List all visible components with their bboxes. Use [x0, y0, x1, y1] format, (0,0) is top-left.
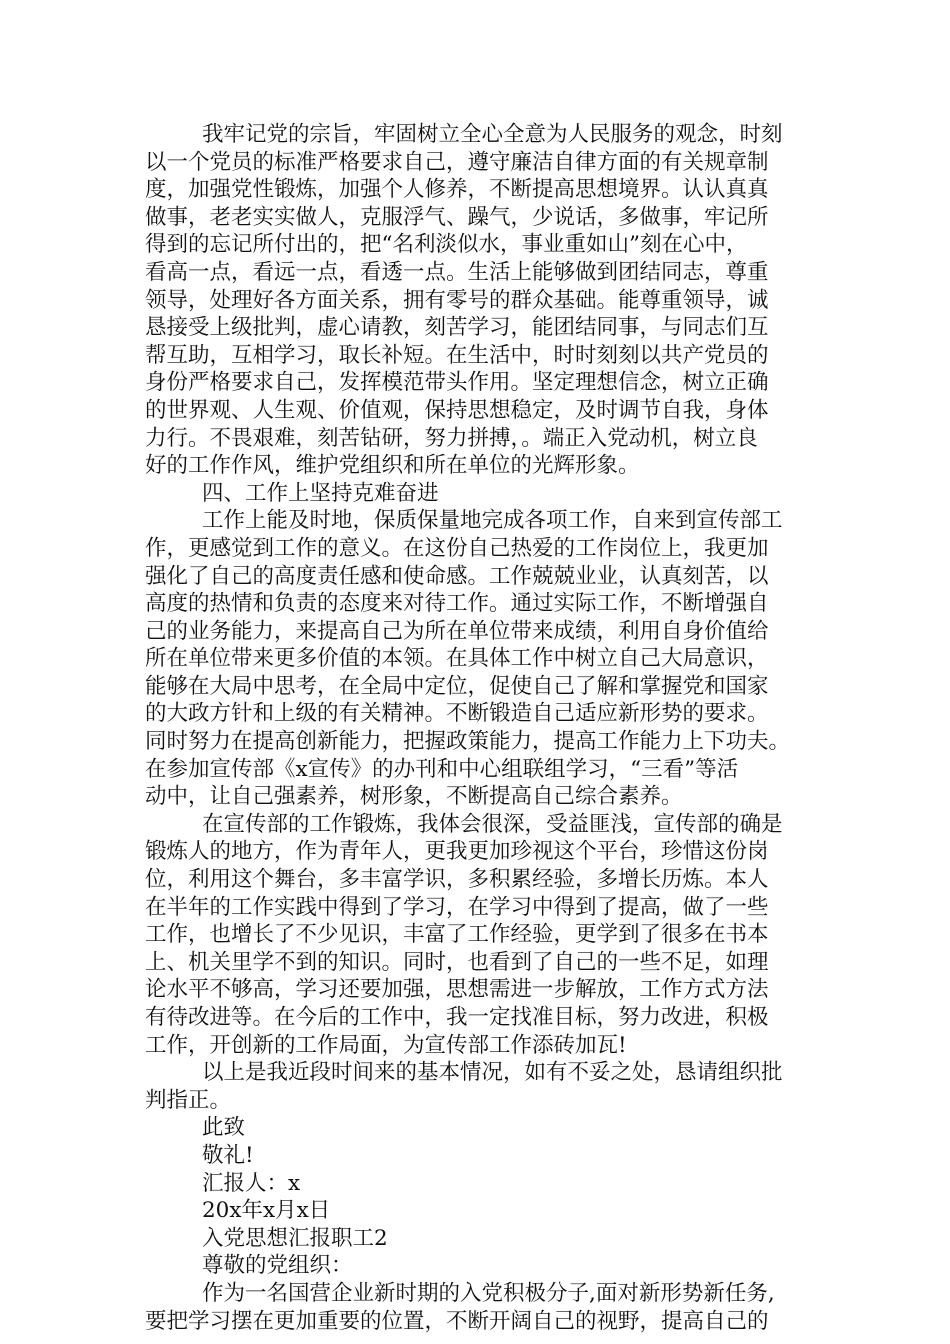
text-line: 敬礼! — [202, 1142, 254, 1168]
text-line: 我牢记党的宗旨，牢固树立全心全意为人民服务的观念，时刻 — [202, 122, 783, 147]
text-line: 领导，处理好各方面关系，拥有零号的群众基础。能尊重领导，诚 — [145, 287, 769, 313]
text-line: 入党思想汇报职工2 — [202, 1225, 388, 1251]
text-line: 论水平不够高，学习还要加强，思想需进一步解放，工作方式方法 — [145, 977, 769, 1003]
text-line: 度，加强党性锻炼，加强个人修养，不断提高思想境界。认认真真 — [145, 177, 769, 203]
text-line: 所在单位带来更多价值的本领。在具体工作中树立自己大局意识， — [145, 646, 769, 672]
text-line: 在宣传部的工作锻炼，我体会很深，受益匪浅，宣传部的确是 — [202, 811, 783, 837]
text-line: 能够在大局中思考，在全局中定位，促使自己了解和掌握党和国家 — [145, 673, 769, 699]
text-line: 的世界观、人生观、价值观，保持思想稳定，及时调节自我，身体 — [145, 397, 769, 423]
text-line: 得到的忘记所付出的，把“名利淡似水，事业重如山”刻在心中， — [145, 232, 748, 258]
text-line: 判指正。 — [145, 1087, 232, 1113]
text-line: 的大政方针和上级的有关精神。不断锻造自己适应新形势的要求。 — [145, 701, 769, 727]
text-line: 恳接受上级批判，虚心请教，刻苦学习，能团结同事，与同志们互 — [145, 315, 769, 341]
text-line: 做事，老老实实做人，克服浮气、躁气，少说话，多做事，牢记所 — [145, 204, 769, 230]
text-line: 同时努力在提高创新能力，把握政策能力，提高工作能力上下功夫。 — [145, 729, 791, 755]
text-line: 高度的热情和负责的态度来对待工作。通过实际工作，不断增强自 — [145, 591, 769, 617]
text-line: 有待改进等。在今后的工作中，我一定找准目标，努力改进，积极 — [145, 1005, 769, 1030]
text-line: 好的工作作风，维护党组织和所在单位的光辉形象。 — [145, 453, 640, 479]
text-line: 身份严格要求自己，发挥模范带头作用。坚定理想信念，树立正确 — [145, 370, 769, 396]
text-line: 要把学习摆在更加重要的位置，不断开阔自己的视野，提高自己的 — [145, 1308, 769, 1334]
text-line: 上、机关里学不到的知识。同时，也看到了自己的一些不足，如理 — [145, 949, 769, 975]
text-line: 以上是我近段时间来的基本情况，如有不妥之处，恳请组织批 — [202, 1060, 783, 1086]
text-line: 尊敬的党组织： — [202, 1253, 353, 1279]
text-line: 锻炼人的地方，作为青年人，更我更加珍视这个平台，珍惜这份岗 — [145, 839, 769, 865]
text-line: 位，利用这个舞台，多丰富学识，多积累经验，多增长历炼。本人 — [145, 867, 769, 893]
document-page — [145, 121, 825, 1335]
text-line: 帮互助，互相学习，取长补短。在生活中，时时刻刻以共产党员的 — [145, 342, 769, 368]
text-line: 工作上能及时地，保质保量地完成各项工作，自来到宣传部工 — [202, 508, 783, 534]
text-line: 在半年的工作实践中得到了学习，在学习中得到了提高，做了一些 — [145, 894, 769, 920]
text-line: 己的业务能力，来提高自己为所在单位带来成绩，利用自身价值给 — [145, 618, 769, 644]
text-line: 看高一点，看远一点，看透一点。生活上能够做到团结同志，尊重 — [145, 259, 769, 285]
text-line: 作，更感觉到工作的意义。在这份自己热爱的工作岗位上，我更加 — [145, 535, 769, 561]
text-line: 20x年x月x日 — [202, 1198, 331, 1224]
text-line: 强化了自己的高度责任感和使命感。工作兢兢业业，认真刻苦，以 — [145, 563, 769, 589]
text-line: 此致 — [202, 1115, 246, 1141]
text-line: 四、工作上坚持克难奋进 — [202, 480, 439, 506]
text-line: 工作，也增长了不少见识，丰富了工作经验，更学到了很多在书本 — [145, 922, 769, 948]
text-line: 作为一名国营企业新时期的入党积极分子,面对新形势新任务, — [202, 1280, 775, 1306]
text-line: 力行。不畏艰难，刻苦钻研，努力拼搏，。端正入党动机，树立良 — [145, 425, 758, 451]
text-line: 汇报人：x — [202, 1170, 301, 1196]
text-line: 以一个党员的标准严格要求自己，遵守廉洁自律方面的有关规章制 — [145, 149, 769, 175]
text-line: 动中，让自己强素养，树形象，不断提高自己综合素养。 — [145, 784, 683, 810]
text-line: 在参加宣传部《x宣传》的办刊和中心组联组学习，“三看”等活 — [145, 756, 739, 782]
text-line: 工作，开创新的工作局面，为宣传部工作添砖加瓦! — [145, 1032, 627, 1058]
